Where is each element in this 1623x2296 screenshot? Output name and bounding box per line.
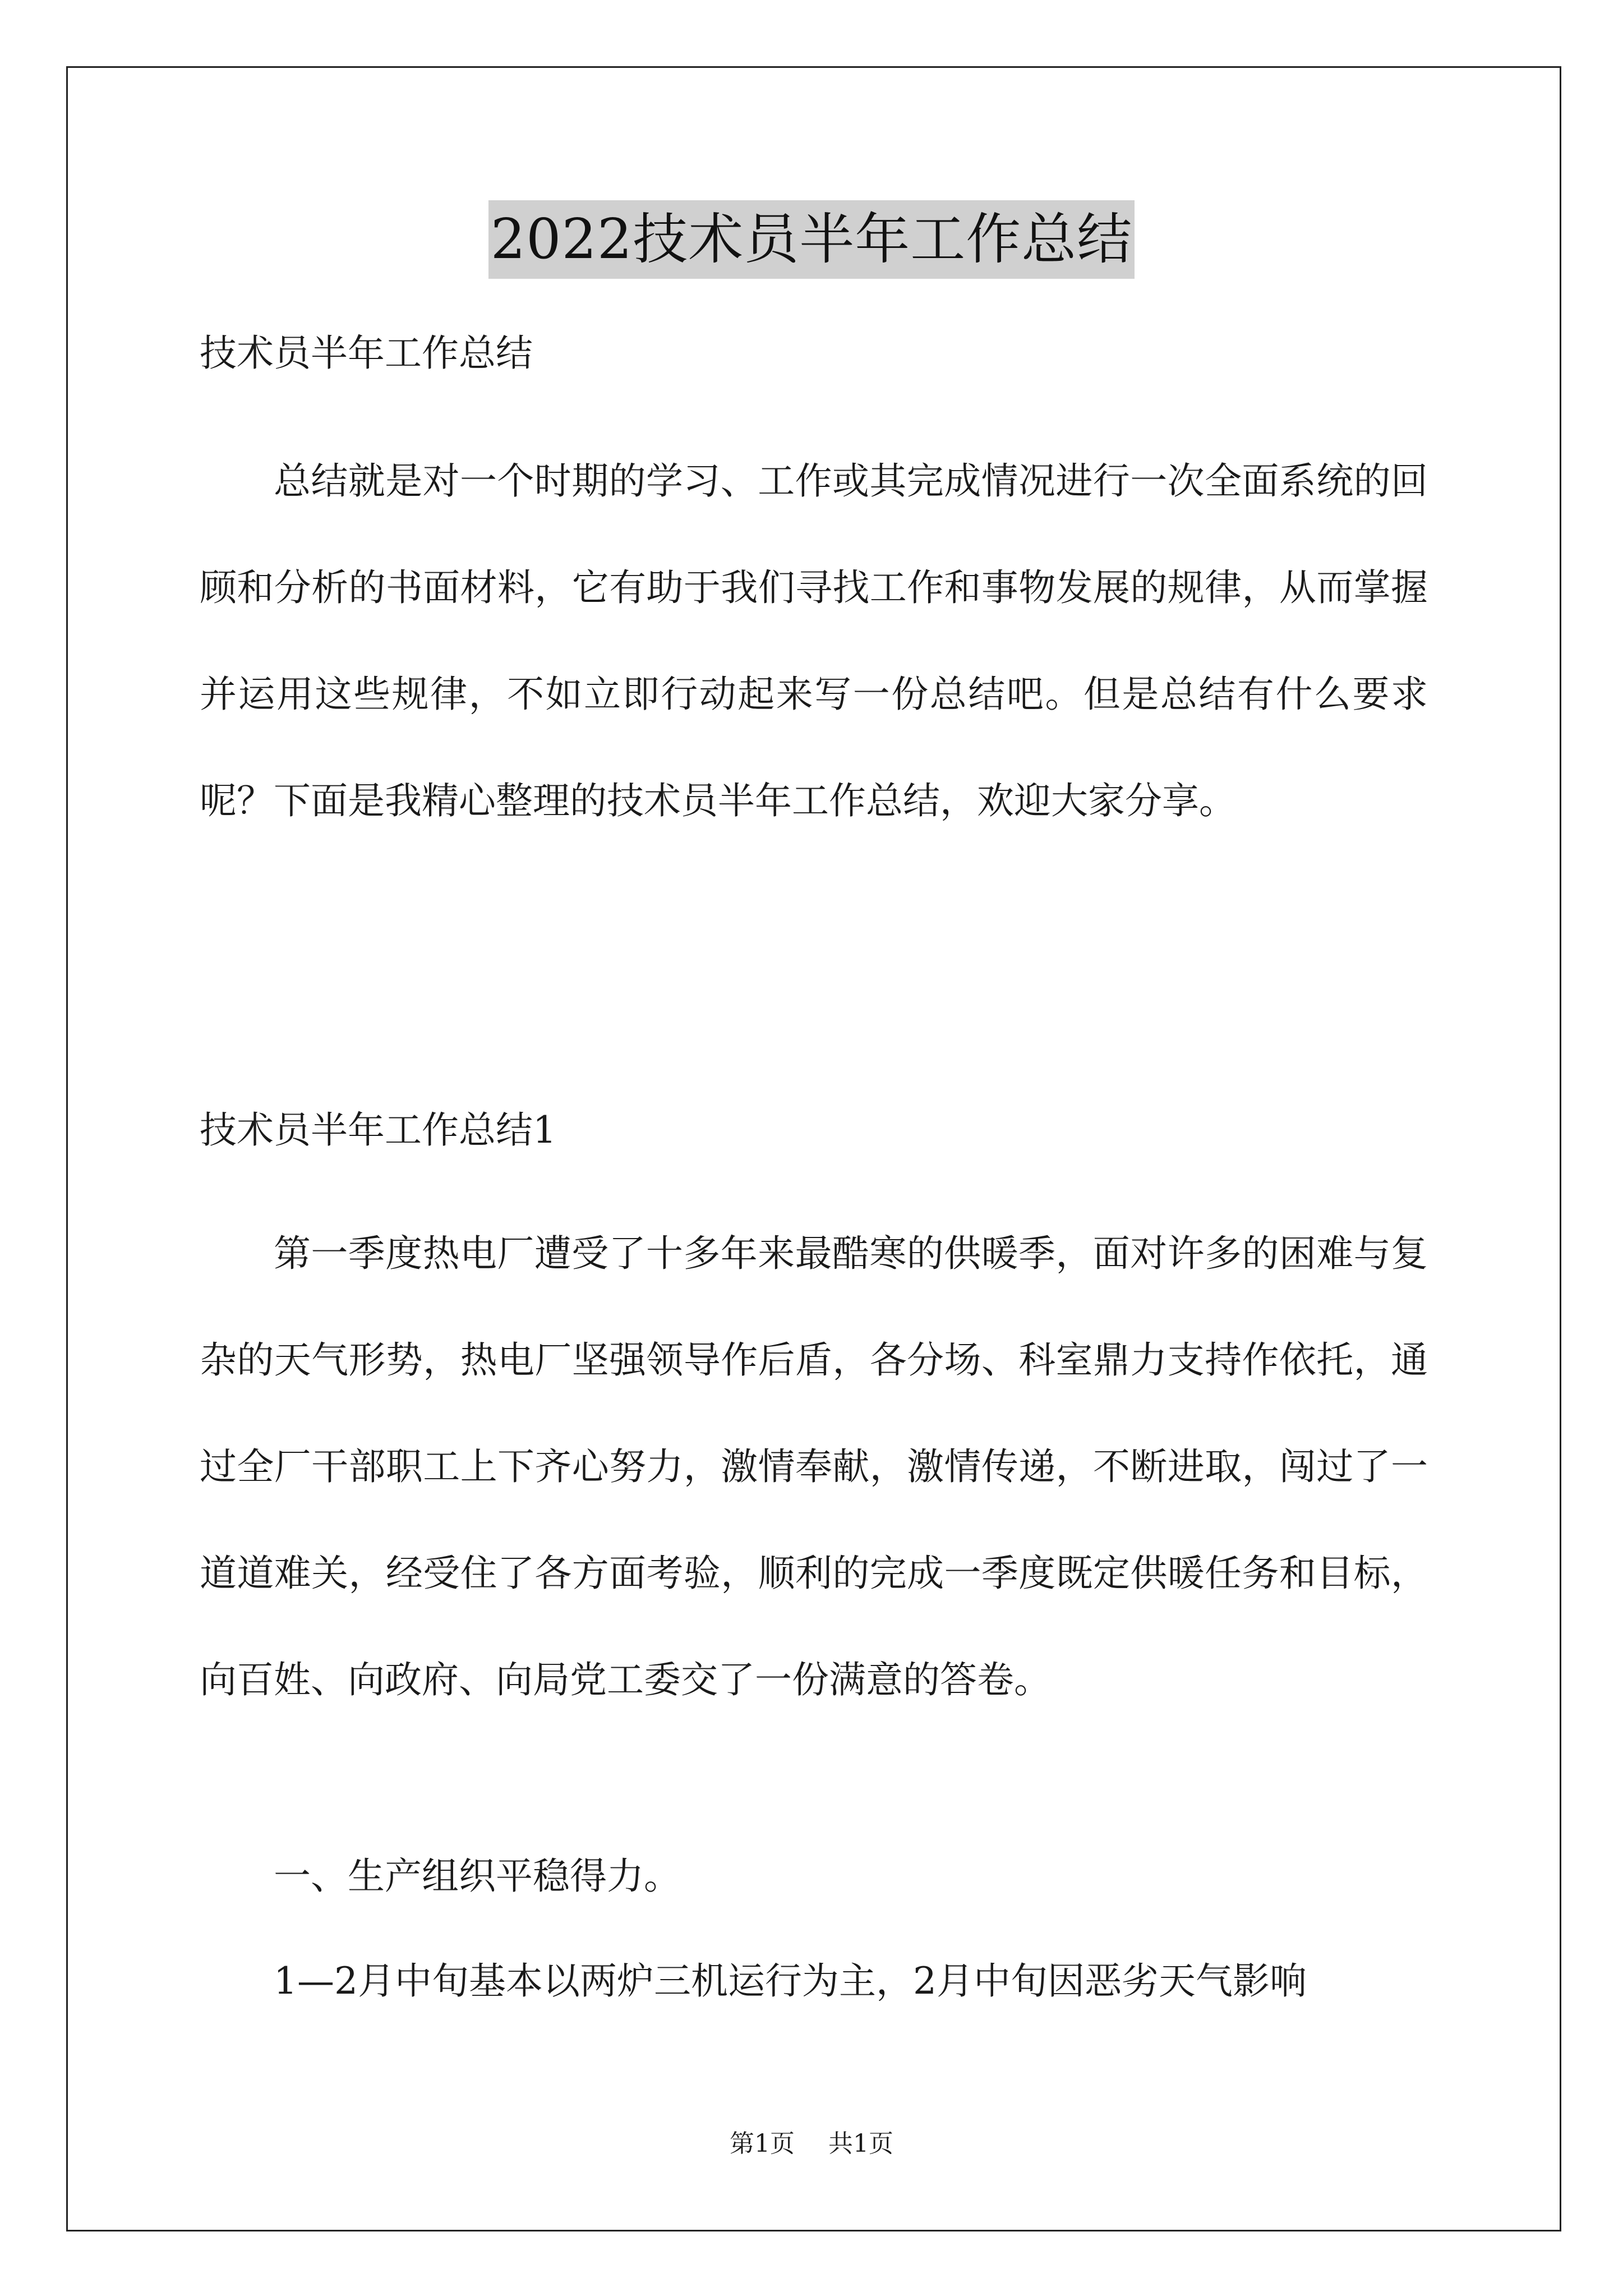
page-footer (0, 2127, 1623, 2161)
section-heading-1: 技术员半年工作总结1 (200, 1108, 556, 1152)
point-heading-1: 一、生产组织平稳得力。 (274, 1855, 681, 1898)
section-1-paragraph: 第一季度热电厂遭受了十多年来最酷寒的供暖季，面对许多的困难与复杂的天气形势，热电厂坚强领导作后盾，各分场、科室鼎力支持作依托，通过全厂干部职工上下齐心努力，激情奉献，激情传递，不断进取，闯过了一道道难关，经受住了各方面考验，顺利的完成一季度既定供暖任务和目标，向百姓、向政府、向局党工委交了一份满意的答卷。 (200, 1232, 1428, 1701)
point-1-text: 1—2月中旬基本以两炉三机运行为主，2月中旬因恶劣天气影响 (274, 1959, 1307, 2003)
document-title: 2022技术员半年工作总结 (488, 200, 1135, 279)
intro-paragraph: 总结就是对一个时期的学习、工作或其完成情况进行一次全面系统的回顾和分析的书面材料，它有助于我们寻找工作和事物发展的规律，从而掌握并运用这些规律，不如立即行动起来写一份总结吧。但是总结有什么要求呢？下面是我精心整理的技术员半年工作总结，欢迎大家分享。 (200, 459, 1428, 822)
page-total: 共1页 (828, 2129, 893, 2158)
page-number: 第1页 (730, 2129, 795, 2158)
title-container (0, 200, 1623, 279)
document-subtitle: 技术员半年工作总结 (200, 332, 533, 375)
